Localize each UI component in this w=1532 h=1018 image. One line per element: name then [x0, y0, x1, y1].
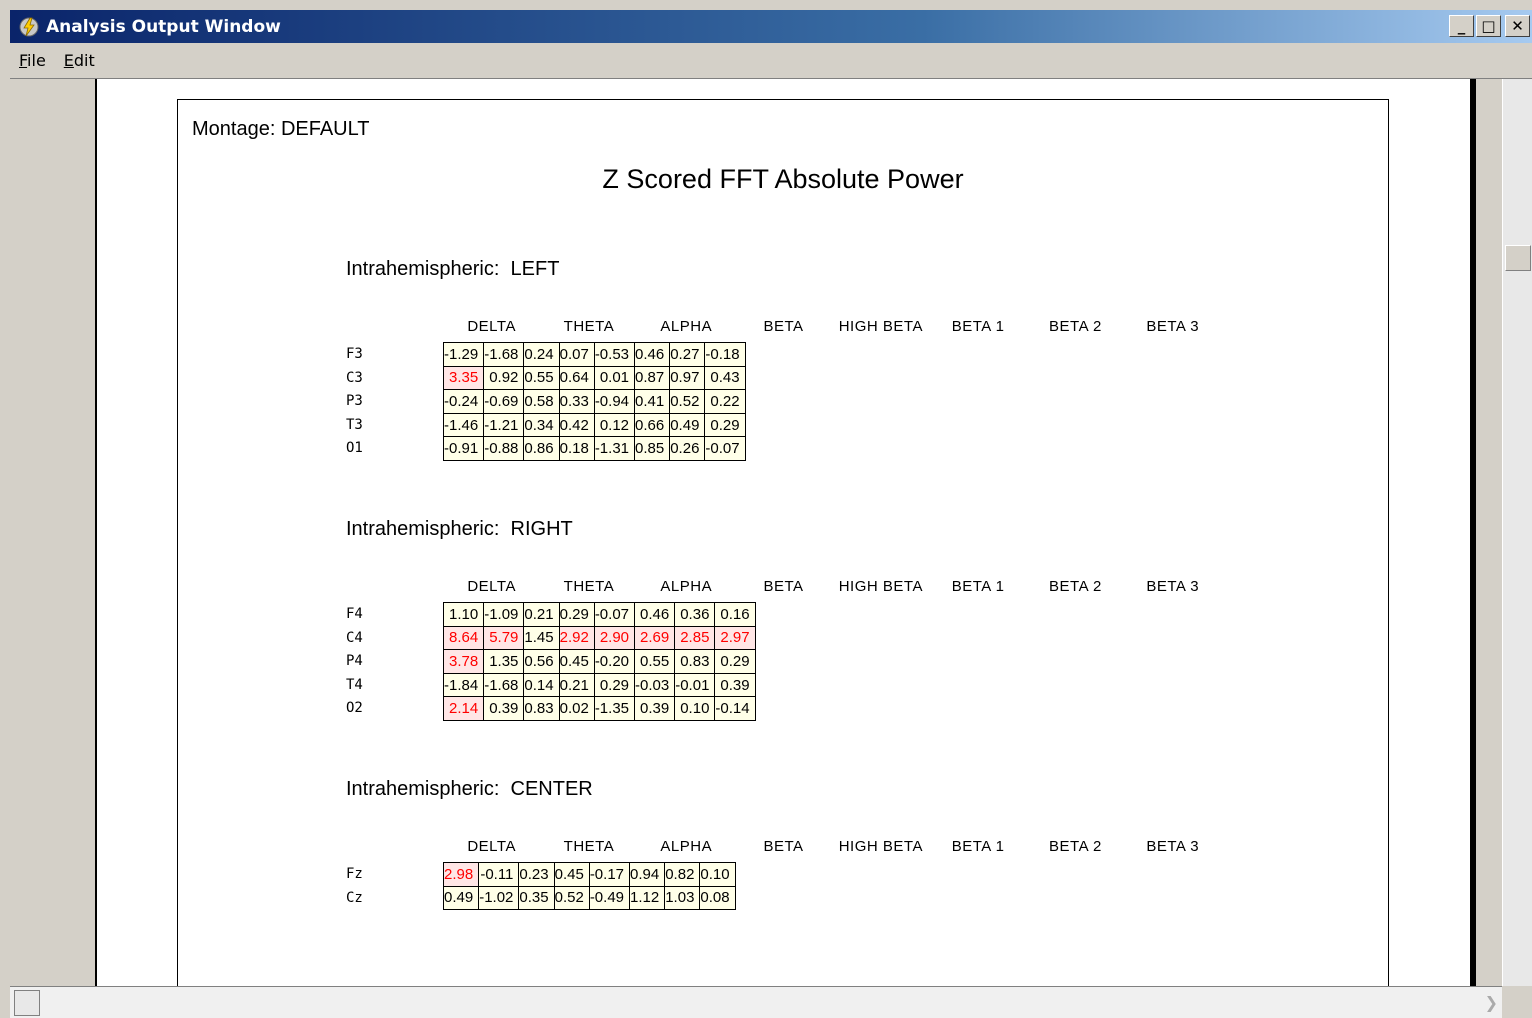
- report-title: Z Scored FFT Absolute Power: [602, 164, 964, 194]
- zscore-table: [443, 342, 746, 461]
- table-cell: -0.11: [479, 863, 519, 887]
- table-cell: 0.86: [524, 437, 559, 461]
- row-labels: [346, 603, 363, 721]
- table-cell: 0.45: [554, 863, 589, 887]
- menu-edit-mnemonic: E: [63, 51, 74, 70]
- table-row: [444, 343, 746, 367]
- column-header: BETA 2: [1049, 318, 1102, 335]
- table-cell: 0.58: [524, 390, 559, 414]
- table-cell: 0.52: [554, 886, 589, 910]
- table-cell: 0.83: [675, 650, 715, 674]
- table-cell: -0.07: [705, 437, 745, 461]
- table-cell: 0.29: [715, 650, 755, 674]
- column-header: ALPHA: [660, 838, 713, 855]
- row-label: F4: [346, 606, 363, 622]
- table-cell: 0.21: [559, 673, 594, 697]
- table-cell: 0.41: [635, 390, 670, 414]
- table-cell: 3.78: [444, 650, 484, 674]
- table-cell: -1.35: [594, 697, 634, 721]
- table-cell: 0.33: [559, 390, 594, 414]
- table-cell: 0.87: [635, 366, 670, 390]
- row-labels: [346, 863, 363, 910]
- row-label: T4: [346, 676, 363, 693]
- table-cell: 0.56: [524, 650, 559, 674]
- page-edge-divider: [1470, 79, 1476, 986]
- table-cell: 2.69: [635, 626, 675, 650]
- montage-label: Montage: DEFAULT: [192, 118, 370, 140]
- menu-file-label: ile: [27, 51, 46, 70]
- table-cell: 0.21: [524, 603, 559, 627]
- menu-file[interactable]: [10, 51, 55, 70]
- table-cell: 0.97: [670, 366, 705, 390]
- column-header: HIGH BETA: [838, 838, 923, 855]
- vertical-scroll-thumb[interactable]: [1505, 245, 1531, 271]
- row-label: F3: [346, 346, 363, 362]
- section-label: Intrahemispheric: CENTER: [346, 778, 593, 800]
- column-header: THETA: [563, 318, 615, 335]
- minimize-button[interactable]: _: [1449, 15, 1474, 37]
- window-title: Analysis Output Window: [46, 16, 281, 37]
- vertical-scrollbar[interactable]: [1502, 79, 1532, 986]
- table-row: [444, 366, 746, 390]
- table-cell: 1.10: [444, 603, 484, 627]
- table-cell: 0.29: [559, 603, 594, 627]
- table-row: [444, 673, 756, 697]
- table-cell: -1.02: [479, 886, 519, 910]
- column-header: HIGH BETA: [838, 318, 923, 335]
- table-cell: 0.10: [675, 697, 715, 721]
- section-0: [346, 258, 1200, 458]
- table-cell: -0.94: [594, 390, 634, 414]
- column-header: BETA 1: [951, 838, 1005, 855]
- table-row: [444, 626, 756, 650]
- horizontal-scroll-thumb[interactable]: [14, 990, 40, 1016]
- column-headers: [443, 838, 1221, 855]
- table-row: [444, 697, 756, 721]
- table-cell: 2.98: [444, 863, 479, 887]
- table-cell: 2.85: [675, 626, 715, 650]
- table-cell: -0.01: [675, 673, 715, 697]
- column-header: BETA 2: [1049, 838, 1102, 855]
- app-lightning-icon: [18, 16, 40, 38]
- table-cell: -0.49: [589, 886, 629, 910]
- table-cell: 0.12: [594, 413, 634, 437]
- table-cell: 0.01: [594, 366, 634, 390]
- row-label: P3: [346, 393, 363, 410]
- menu-file-mnemonic: F: [19, 51, 28, 70]
- row-label: O1: [346, 440, 363, 457]
- column-header: DELTA: [467, 318, 516, 335]
- table-cell: 0.49: [444, 886, 479, 910]
- table-row: [444, 437, 746, 461]
- report-page: [95, 79, 1470, 986]
- table-cell: 0.22: [705, 390, 745, 414]
- row-label: P4: [346, 653, 363, 670]
- close-button[interactable]: ✕: [1505, 15, 1530, 37]
- column-headers: [443, 578, 1221, 595]
- table-cell: 8.64: [444, 626, 484, 650]
- zscore-table: [443, 602, 756, 721]
- table-row: [444, 390, 746, 414]
- table-cell: -0.07: [594, 603, 634, 627]
- menu-bar: [10, 43, 1532, 79]
- table-cell: -0.24: [444, 390, 484, 414]
- table-cell: 2.92: [559, 626, 594, 650]
- table-cell: -1.46: [444, 413, 484, 437]
- column-header: THETA: [563, 578, 615, 595]
- table-cell: 0.35: [519, 886, 554, 910]
- table-cell: 0.16: [715, 603, 755, 627]
- table-cell: 0.07: [559, 343, 594, 367]
- table-cell: 1.45: [524, 626, 559, 650]
- table-cell: -0.91: [444, 437, 484, 461]
- table-cell: 0.49: [670, 413, 705, 437]
- table-cell: 1.03: [665, 886, 700, 910]
- scroll-right-arrow-icon[interactable]: ❯: [1484, 993, 1498, 1012]
- client-area: [10, 79, 1532, 986]
- row-label: C4: [346, 629, 363, 646]
- table-cell: -1.21: [484, 413, 524, 437]
- table-cell: -1.09: [484, 603, 524, 627]
- menu-edit[interactable]: [55, 51, 104, 70]
- table-cell: 0.14: [524, 673, 559, 697]
- table-cell: -1.31: [594, 437, 634, 461]
- row-label: T3: [346, 416, 363, 433]
- table-cell: 0.46: [635, 343, 670, 367]
- table-cell: 0.92: [484, 366, 524, 390]
- column-header: ALPHA: [660, 578, 713, 595]
- column-header: ALPHA: [660, 318, 713, 335]
- table-cell: -0.17: [589, 863, 629, 887]
- row-label: Fz: [346, 866, 363, 882]
- table-cell: 0.39: [484, 697, 524, 721]
- zscore-table: [443, 862, 736, 910]
- title-bar[interactable]: [10, 10, 1532, 43]
- table-cell: 5.79: [484, 626, 524, 650]
- table-row: [444, 413, 746, 437]
- menu-edit-label: dit: [73, 51, 95, 70]
- table-cell: 2.97: [715, 626, 755, 650]
- column-header: BETA 2: [1049, 578, 1102, 595]
- table-cell: 0.85: [635, 437, 670, 461]
- table-cell: 0.24: [524, 343, 559, 367]
- table-cell: 2.14: [444, 697, 484, 721]
- table-cell: -0.03: [635, 673, 675, 697]
- table-cell: 0.26: [670, 437, 705, 461]
- section-label: Intrahemispheric: LEFT: [346, 258, 560, 280]
- table-cell: -1.68: [484, 343, 524, 367]
- table-row: [444, 603, 756, 627]
- section-2: [346, 778, 1200, 907]
- column-header: BETA 1: [951, 578, 1005, 595]
- row-label: Cz: [346, 889, 363, 906]
- column-header: THETA: [563, 838, 615, 855]
- report-frame: [177, 99, 1389, 999]
- table-cell: -1.84: [444, 673, 484, 697]
- table-cell: -0.14: [715, 697, 755, 721]
- table-cell: 0.83: [524, 697, 559, 721]
- table-cell: 1.35: [484, 650, 524, 674]
- column-header: HIGH BETA: [838, 578, 923, 595]
- table-cell: -1.29: [444, 343, 484, 367]
- column-header: BETA 3: [1146, 318, 1200, 335]
- table-cell: 3.35: [444, 366, 484, 390]
- column-headers: [443, 318, 1221, 335]
- table-cell: 0.64: [559, 366, 594, 390]
- table-cell: 0.66: [635, 413, 670, 437]
- table-cell: 1.12: [630, 886, 665, 910]
- table-cell: 0.52: [670, 390, 705, 414]
- table-cell: 0.82: [665, 863, 700, 887]
- table-cell: 0.43: [705, 366, 745, 390]
- table-cell: 0.46: [635, 603, 675, 627]
- table-cell: -0.20: [594, 650, 634, 674]
- table-cell: 0.36: [675, 603, 715, 627]
- column-header: BETA: [763, 838, 804, 855]
- table-cell: 0.55: [524, 366, 559, 390]
- table-cell: -0.88: [484, 437, 524, 461]
- section-1: [346, 518, 1200, 718]
- table-cell: 0.18: [559, 437, 594, 461]
- table-row: [444, 863, 736, 887]
- column-header: DELTA: [467, 838, 516, 855]
- column-header: BETA 1: [951, 318, 1005, 335]
- table-cell: 0.23: [519, 863, 554, 887]
- table-cell: 0.27: [670, 343, 705, 367]
- table-cell: -1.68: [484, 673, 524, 697]
- scrollbar-corner: [1502, 986, 1532, 1018]
- row-label: O2: [346, 700, 363, 717]
- row-labels: [346, 343, 363, 461]
- table-cell: -0.18: [705, 343, 745, 367]
- section-label: Intrahemispheric: RIGHT: [346, 518, 573, 540]
- table-cell: 2.90: [594, 626, 634, 650]
- column-header: DELTA: [467, 578, 516, 595]
- table-cell: -0.53: [594, 343, 634, 367]
- column-header: BETA 3: [1146, 578, 1200, 595]
- table-cell: 0.42: [559, 413, 594, 437]
- column-header: BETA: [763, 318, 804, 335]
- table-cell: 0.29: [594, 673, 634, 697]
- table-cell: 0.02: [559, 697, 594, 721]
- table-cell: 0.34: [524, 413, 559, 437]
- column-header: BETA 3: [1146, 838, 1200, 855]
- table-cell: 0.39: [715, 673, 755, 697]
- table-cell: 0.55: [635, 650, 675, 674]
- table-cell: 0.10: [700, 863, 735, 887]
- table-row: [444, 650, 756, 674]
- row-label: C3: [346, 369, 363, 386]
- table-cell: 0.08: [700, 886, 735, 910]
- table-row: [444, 886, 736, 910]
- table-cell: 0.39: [635, 697, 675, 721]
- table-cell: -0.69: [484, 390, 524, 414]
- maximize-button[interactable]: □: [1476, 15, 1501, 37]
- table-cell: 0.94: [630, 863, 665, 887]
- window-controls: [1449, 15, 1530, 37]
- table-cell: 0.29: [705, 413, 745, 437]
- horizontal-scrollbar[interactable]: [10, 986, 1502, 1018]
- column-header: BETA: [763, 578, 804, 595]
- table-cell: 0.45: [559, 650, 594, 674]
